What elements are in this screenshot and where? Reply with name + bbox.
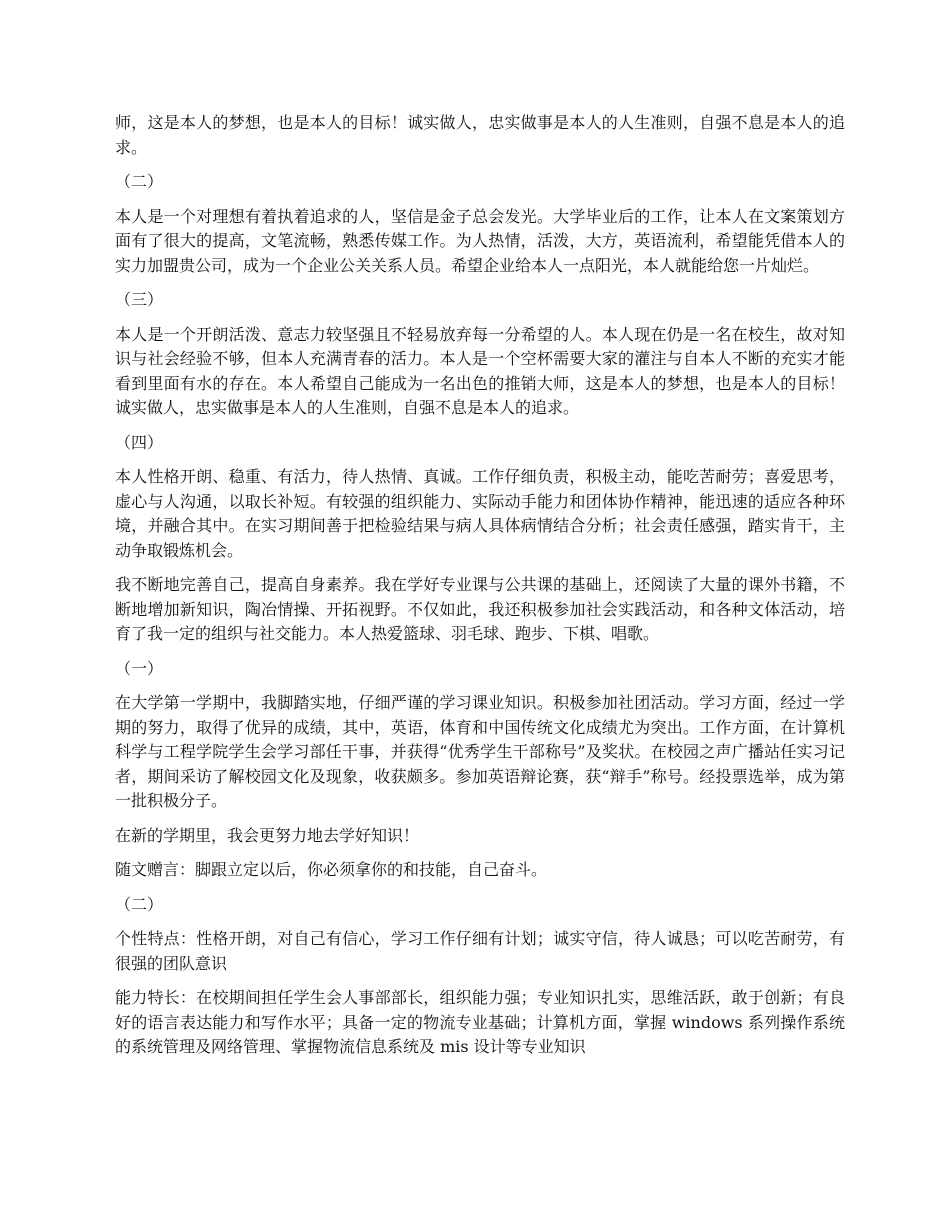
section-heading: （一）	[115, 658, 164, 678]
paragraph: 在新的学期里，我会更努力地去学好知识！	[115, 825, 420, 845]
section-heading: （二）	[115, 894, 164, 914]
paragraph: 随文赠言：脚跟立定以后，你必须拿你的和技能，自己奋斗。	[115, 860, 548, 879]
section-heading: （四）	[115, 432, 164, 452]
paragraph: 我不断地完善自己，提高自身素养。我在学好专业课与公共课的基础上，还阅读了大量的课外书籍，不断地增加新知识，陶冶情操、开拓视野。不仅如此，我还积极参加社会实践活动，和各种文体活动，培育了我一定的组织与社交能力。本人热爱篮球、羽毛球、跑步、下棋、唱歌。	[115, 575, 845, 643]
paragraph: 师，这是本人的梦想，也是本人的目标！诚实做人，忠实做事是本人的人生准则，自强不息是本人的追求。	[115, 113, 845, 157]
section-heading: （三）	[115, 290, 164, 309]
section-heading: （二）	[115, 172, 164, 191]
document-body	[115, 111, 845, 1070]
paragraph: 本人性格开朗、稳重、有活力，待人热情、真诚。工作仔细负责，积极主动，能吃苦耐劳；喜爱思考，虚心与人沟通，以取长补短。有较强的组织能力、实际动手能力和团体协作精神，能迅速的适应各种环境，并融合其中。在实习期间善于把检验结果与病人具体病情结合分析；社会责任感强，踏实肯干，主动争取锻炼机会。	[115, 467, 845, 560]
paragraph: 能力特长：在校期间担任学生会人事部部长，组织能力强；专业知识扎实，思维活跃，敢于创新；有良好的语言表达能力和写作水平；具备一定的物流专业基础；计算机方面，掌握 windows 系列操作系统的系统管理及网络管理、掌握物流信息系统及 mis 设计等专业知识	[115, 988, 845, 1056]
paragraph: 本人是一个对理想有着执着追求的人，坚信是金子总会发光。大学毕业后的工作，让本人在文案策划方面有了很大的提高，文笔流畅，熟悉传媒工作。为人热情，活泼，大方，英语流利，希望能凭借本人的实力加盟贵公司，成为一个企业公关关系人员。希望企业给本人一点阳光，本人就能给您一片灿烂。	[115, 206, 845, 275]
paragraph: 本人是一个开朗活泼、意志力较坚强且不轻易放弃每一分希望的人。本人现在仍是一名在校生，故对知识与社会经验不够，但本人充满青春的活力。本人是一个空杯需要大家的灌注与自本人不断的充实才能看到里面有水的存在。本人希望自己能成为一名出色的推销大师，这是本人的梦想，也是本人的目标！诚实做人，忠实做事是本人的人生准则，自强不息是本人的追求。	[115, 324, 845, 417]
paragraph: 个性特点：性格开朗，对自己有信心，学习工作仔细有计划；诚实守信，待人诚恳；可以吃苦耐劳，有很强的团队意识	[115, 929, 845, 973]
paragraph: 在大学第一学期中，我脚踏实地，仔细严谨的学习课业知识。积极参加社团活动。学习方面，经过一学期的努力，取得了优异的成绩，其中，英语，体育和中国传统文化成绩尤为突出。工作方面，在计算机科学与工程学院学生会学习部任干事，并获得“优秀学生干部称号”及奖状。在校园之声广播站任实习记者，期间采访了解校园文化及现象，收获颇多。参加英语辩论赛，获“辩手”称号。经投票选举，成为第一批积极分子。	[115, 693, 845, 810]
